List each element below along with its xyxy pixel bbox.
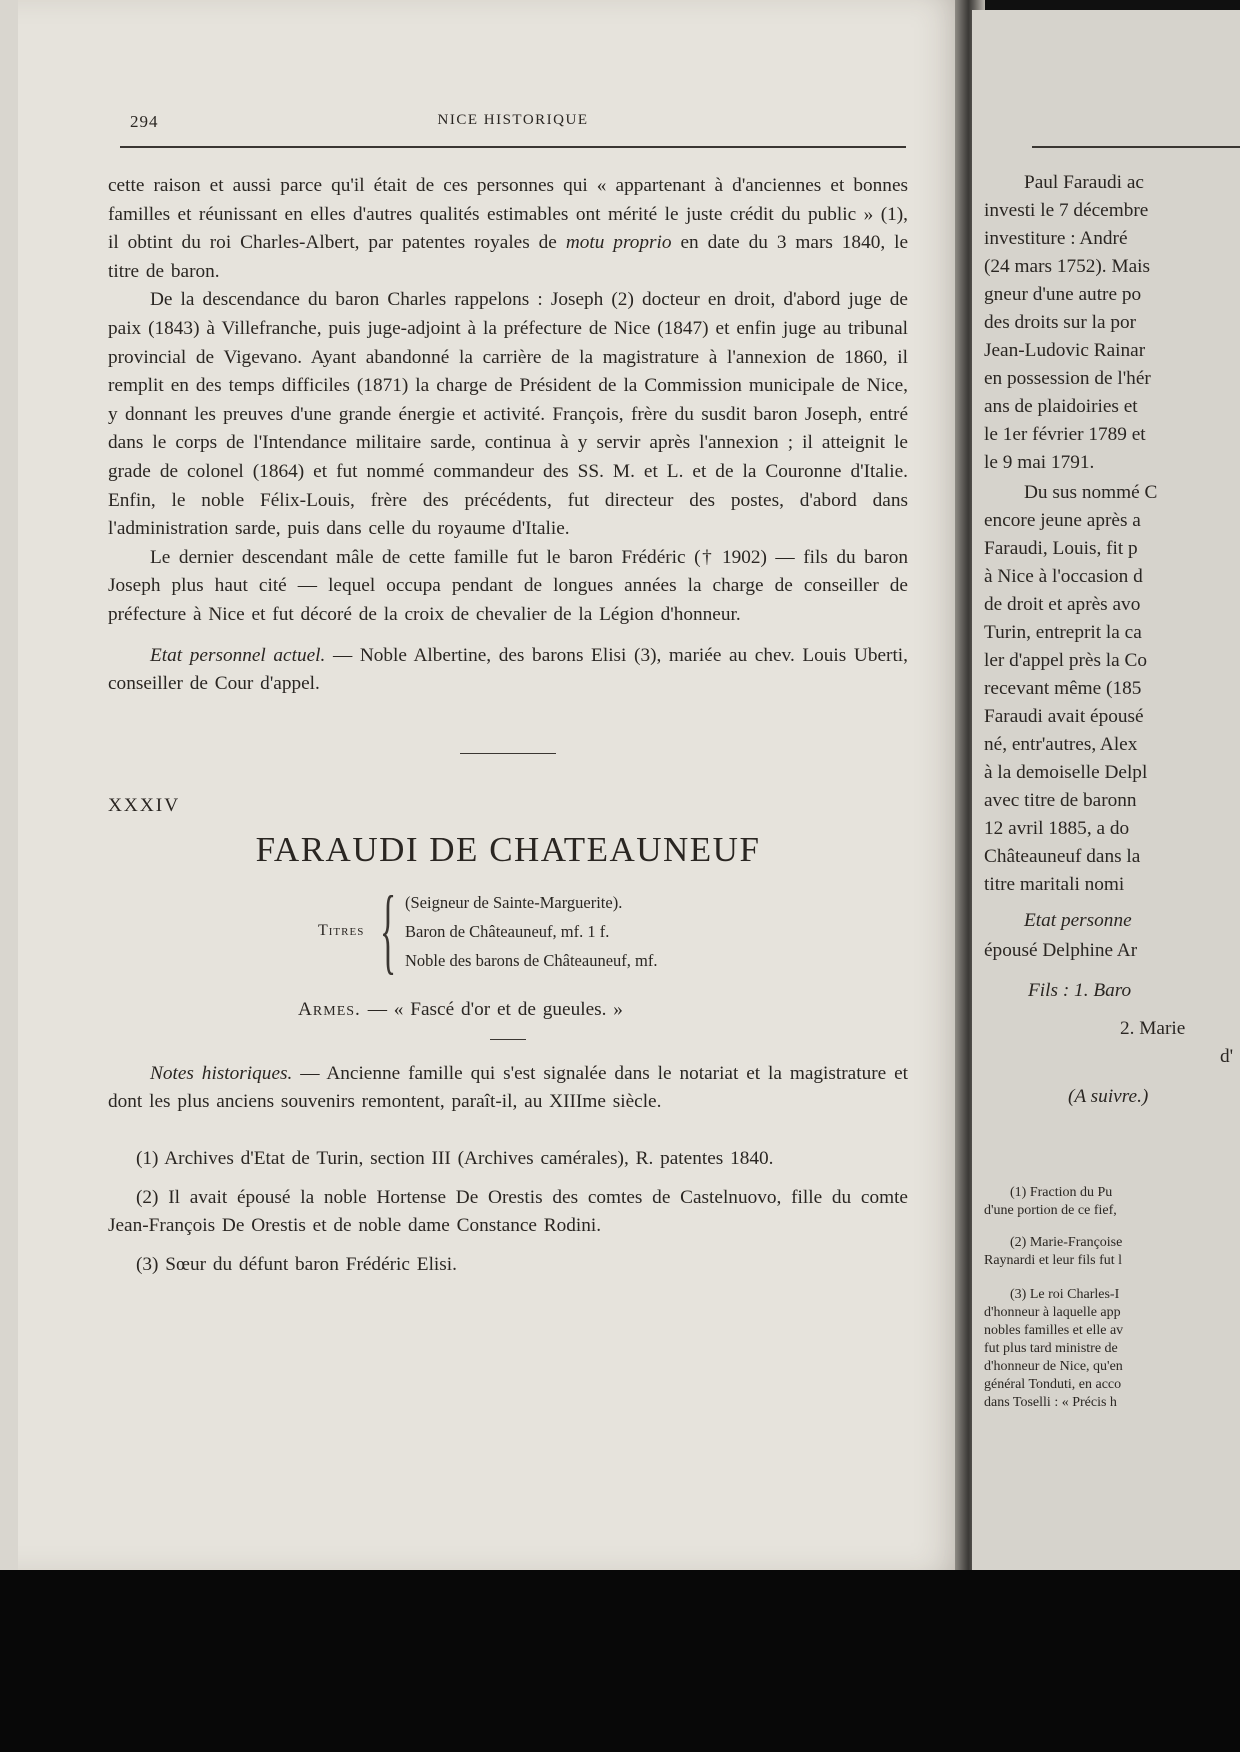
right-page-footnote-line: fut plus tard ministre de <box>984 1341 1118 1356</box>
right-page-line: en possession de l'hér <box>984 368 1151 389</box>
right-page-footnote-line: d'honneur à laquelle app <box>984 1305 1121 1320</box>
right-page-line: Faraudi avait épousé <box>984 706 1144 727</box>
section-title: FARAUDI DE CHATEAUNEUF <box>255 830 761 870</box>
right-page-footnote-line: (1) Fraction du Pu <box>1010 1185 1113 1200</box>
right-page-line: avec titre de baronn <box>984 790 1137 811</box>
right-page-line: Fils : 1. Baro <box>1028 980 1132 1001</box>
brace-icon: { <box>380 876 397 984</box>
right-page-line: épousé Delphine Ar <box>984 940 1138 961</box>
titres-list <box>405 888 657 975</box>
right-page-footnote-line: (3) Le roi Charles-I <box>1010 1287 1120 1302</box>
right-page-line: 2. Marie <box>1120 1018 1186 1039</box>
footnote-3: (3) Sœur du défunt baron Frédéric Elisi. <box>136 1253 457 1275</box>
right-page-line: investiture : André <box>984 228 1128 249</box>
right-page-line: Faraudi, Louis, fit p <box>984 538 1138 559</box>
titres-label: Titres <box>318 922 365 940</box>
right-page-line: gneur d'une autre po <box>984 284 1142 305</box>
armes-label: Armes. <box>298 999 361 1021</box>
right-page-line: (A suivre.) <box>1068 1086 1149 1107</box>
right-page-footnote-line: général Tonduti, en acco <box>984 1377 1122 1392</box>
right-page-line: Du sus nommé C <box>1024 482 1158 503</box>
right-page-line: Etat personne <box>1024 910 1132 931</box>
page-header <box>118 112 908 144</box>
right-page-line: encore jeune après a <box>984 510 1141 531</box>
right-page-line: à la demoiselle Delpl <box>984 762 1148 783</box>
left-column <box>108 172 908 1279</box>
page-number: 294 <box>130 112 159 131</box>
paragraph-notes-historiques: Notes historiques. — Ancienne famille qui s'est signalée dans le notariat et la magistrature et dont les plus anciens souvenirs remontent, paraît-il, au XIIIme siècle. <box>108 1062 908 1113</box>
section-number: XXXIV <box>108 794 181 816</box>
right-page-footnote-line: (2) Marie-Françoise <box>1010 1235 1123 1250</box>
right-page-line: Paul Faraudi ac <box>1024 172 1144 193</box>
armes-text: — « Fascé d'or et de gueules. » <box>367 999 623 1021</box>
right-page-line: recevant même (185 <box>984 678 1142 699</box>
right-page-line: (24 mars 1752). Mais <box>984 256 1151 277</box>
right-page-line: à Nice à l'occasion d <box>984 566 1143 587</box>
titres-block <box>108 876 908 986</box>
right-page-line: investi le 7 décembre <box>984 200 1149 221</box>
right-page-footnote-line: Raynardi et leur fils fut l <box>984 1253 1123 1268</box>
right-page-line: ans de plaidoiries et <box>984 396 1138 417</box>
right-page-line: de droit et après avo <box>984 594 1141 615</box>
right-page-footnote-line: nobles familles et elle av <box>984 1323 1124 1338</box>
right-page-line: 12 avril 1885, a do <box>984 818 1130 839</box>
right-page-line: Turin, entreprit la ca <box>984 622 1142 643</box>
right-page-line: ler d'appel près la Co <box>984 650 1148 671</box>
right-header-rule <box>1032 146 1240 148</box>
footnote-1: (1) Archives d'Etat de Turin, section III (Archives camérales), R. patentes 1840. <box>136 1148 774 1170</box>
right-page-line: né, entr'autres, Alex <box>984 734 1138 755</box>
right-page-line: le 1er février 1789 et <box>984 424 1146 445</box>
right-page-line: titre maritali nomi <box>984 874 1125 895</box>
paragraph-2: De la descendance du baron Charles rappelons : Joseph (2) docteur en droit, d'abord juge de paix (1843) à Villefranche, puis juge-adjoint à la préfecture de Nice (1847) et enfin juge au tribunal provincial de Vigevano. Ayant abandonné la carrière de la magistrature à l'annexion de 1860, il remplit en des temps difficiles (1871) la charge de Président de la Commission municipale de Nice, y donnant les preuves d'une grande énergie et activité. François, frère du susdit baron Joseph, entré dans le corps de l'Intendance militaire sarde, continua à y servir après l'annexion ; il atteignit le grade de colonel (1864) et fut nommé commandeur des SS. M. et L. et de la Couronne d'Italie. Enfin, le noble Félix-Louis, frère des précédents, fut directeur des postes, d'abord dans l'administration sarde, puis dans celle du royaume d'Italie. <box>108 289 908 540</box>
right-page-footnote-line: d'honneur de Nice, qu'en <box>984 1359 1123 1374</box>
titre-item: (Seigneur de Sainte-Marguerite). <box>405 893 623 913</box>
paragraph-3: Le dernier descendant mâle de cette famille fut le baron Frédéric († 1902) — fils du baron Joseph plus haut cité — lequel occupa pendant de longues années la charge de conseiller de préfecture à Nice et fut décoré de la croix de chevalier de la Légion d'honneur. <box>108 546 908 625</box>
right-page-footnote-line: dans Toselli : « Précis h <box>984 1395 1117 1410</box>
right-page-line: Châteauneuf dans la <box>984 846 1141 867</box>
right-page <box>972 10 1240 1570</box>
right-page-line: des droits sur la por <box>984 312 1137 333</box>
paragraph-1: cette raison et aussi parce qu'il était de ces personnes qui « appartenant à d'anciennes et bonnes familles et réunissant en elles d'autres qualités estimables ont mérité le juste crédit du public » (1), il obtint du roi Charles-Albert, par patentes royales de motu proprio en date du 3 mars 1840, le titre de baron. <box>108 175 909 282</box>
titre-item: Baron de Châteauneuf, mf. 1 f. <box>405 922 610 942</box>
paragraph-etat-personnel: Etat personnel actuel. — Noble Albertine, des barons Elisi (3), mariée au chev. Louis Uberti, conseiller de Cour d'appel. <box>108 644 908 695</box>
right-page-line: le 9 mai 1791. <box>984 452 1095 473</box>
armes-line <box>108 996 908 1025</box>
header-rule <box>120 146 906 148</box>
right-page-line: d' <box>1220 1046 1234 1067</box>
footnote-2: (2) Il avait épousé la noble Hortense De Orestis des comtes de Castelnuovo, fille du comte Jean-François De Orestis et de noble dame Constance Rodini. <box>108 1186 908 1237</box>
scan-background <box>0 1570 1240 1752</box>
running-head: NICE HISTORIQUE <box>437 112 589 128</box>
right-page-line: Jean-Ludovic Rainar <box>984 340 1146 361</box>
titre-item: Noble des barons de Châteauneuf, mf. <box>405 951 658 971</box>
right-page-footnote-line: d'une portion de ce fief, <box>984 1203 1117 1218</box>
